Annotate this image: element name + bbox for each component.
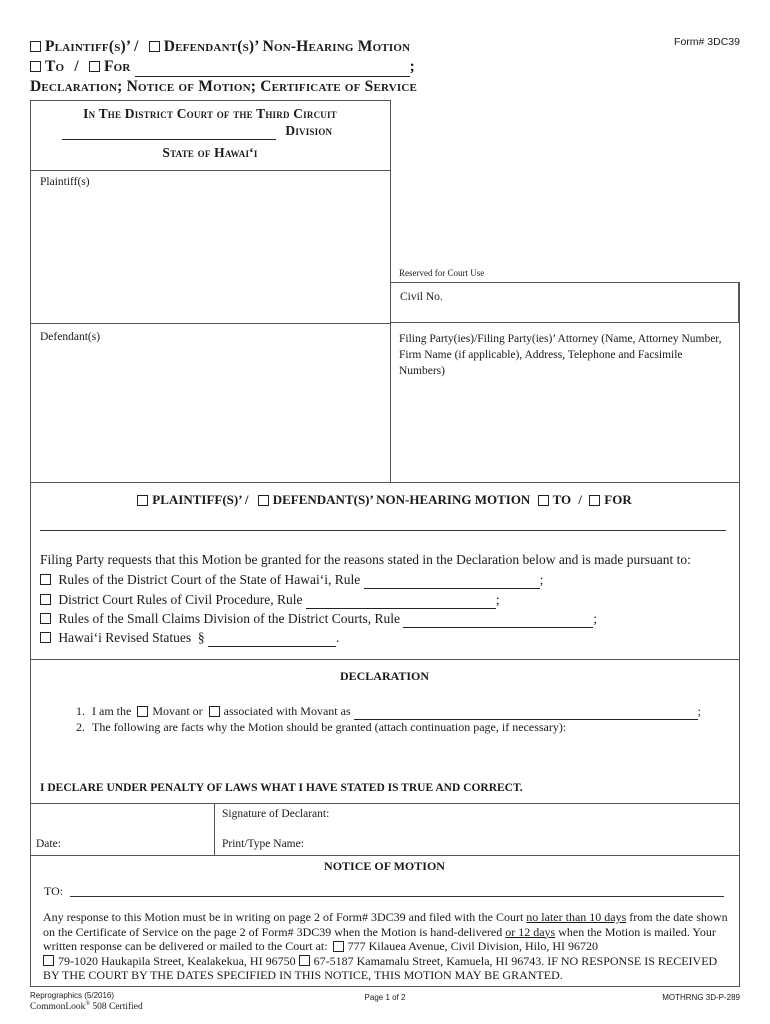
state-name: State of Hawaiʻi xyxy=(162,145,258,160)
district-court-rule-field[interactable] xyxy=(364,572,540,589)
plaintiffs-label: Plaintiff(s)’ / xyxy=(45,38,139,55)
civil-procedure-checkbox[interactable] xyxy=(40,594,51,605)
plaintiffs-checkbox[interactable] xyxy=(30,41,41,52)
motion-to-checkbox[interactable] xyxy=(538,495,549,506)
division-line: Division xyxy=(62,123,332,140)
form-number: Form# 3DC39 xyxy=(674,36,740,48)
association-field[interactable] xyxy=(354,704,698,720)
date-label: Date: xyxy=(36,838,61,850)
signature-label: Signature of Declarant: xyxy=(222,808,330,820)
declaration-item-1: 1. I am the Movant or associated with Movant as ; xyxy=(76,704,701,718)
filing-party-label: Filing Party(ies)/Filing Party(ies)’ Attorney (Name, Attorney Number, Firm Name (if applicable), Address, Telephone and Facsimile Numbers) xyxy=(399,333,722,377)
associated-checkbox[interactable] xyxy=(209,706,220,717)
small-claims-checkbox[interactable] xyxy=(40,613,51,624)
form-title-line2: To / For ; xyxy=(30,58,415,77)
form-title-line3: Declaration; Notice of Motion; Certificate of Service xyxy=(30,78,418,95)
option-row: Rules of the Small Claims Division of the District Courts, Rule ; xyxy=(40,611,597,628)
court-name: In The District Court of the Third Circuit xyxy=(83,106,337,121)
option-row: Rules of the District Court of the State of Hawaiʻi, Rule ; xyxy=(40,572,543,589)
reprographics-date: Reprographics (5/2016) xyxy=(30,991,115,1000)
defendants-label: Defendant(s)’ Non-Hearing Motion xyxy=(163,38,411,55)
hrs-section-field[interactable] xyxy=(208,630,336,647)
defendants-field-label: Defendant(s) xyxy=(40,331,101,343)
district-court-rules-checkbox[interactable] xyxy=(40,574,51,585)
division-field[interactable] xyxy=(62,123,276,140)
hrs-checkbox[interactable] xyxy=(40,632,51,643)
motion-for-line[interactable] xyxy=(40,530,726,531)
kamuela-checkbox[interactable] xyxy=(299,955,310,966)
civil-procedure-rule-field[interactable] xyxy=(306,592,496,609)
notice-to-label: TO: xyxy=(44,884,64,898)
notice-title: NOTICE OF MOTION xyxy=(324,859,445,873)
reserved-label: Reserved for Court Use xyxy=(399,268,485,278)
motion-for-checkbox[interactable] xyxy=(589,495,600,506)
option-row: Hawaiʻi Revised Statues § . xyxy=(40,630,339,647)
request-intro: Filing Party requests that this Motion be granted for the reasons stated in the Declaration below and is made pursuant to: xyxy=(40,552,691,567)
notice-paragraph: Any response to this Motion must be in writing on page 2 of Form# 3DC39 and filed with the Court no later than 10 days from the date shown on the Certificate of Service on the page 2 of Form# 3DC39 when the Motion is hand-delivered or 12 days when the Motion is mailed. Your written response can be delivered or mailed to the Court at: 777 Kilauea Avenue, Civil Division, Hilo, HI 96720 79-1020 Haukapila Street, Kealakekua, HI 96750 67-5187 Kamamalu Street, Kamuela, HI 96743. IF NO RESPONSE IS RECEIVED BY THE COURT BY THE DATES SPECIFIED IN THIS NOTICE, THIS MOTION MAY BE GRANTED. xyxy=(43,910,728,982)
declaration-title: DECLARATION xyxy=(339,669,430,683)
motion-for-field[interactable] xyxy=(135,58,410,77)
hilo-checkbox[interactable] xyxy=(333,941,344,952)
commonlook-certification: CommonLook® 508 Certified xyxy=(30,1001,143,1013)
kealakekua-checkbox[interactable] xyxy=(43,955,54,966)
motion-title: PLAINTIFF(S)’ / DEFENDANT(S)’ NON-HEARING MOTION TO / FOR xyxy=(30,492,739,508)
to-checkbox[interactable] xyxy=(30,61,41,72)
movant-checkbox[interactable] xyxy=(137,706,148,717)
penalty-statement: I DECLARE UNDER PENALTY OF LAWS WHAT I HAVE STATED IS TRUE AND CORRECT. xyxy=(40,782,523,794)
small-claims-rule-field[interactable] xyxy=(403,611,593,628)
defendants-checkbox[interactable] xyxy=(149,41,160,52)
form-title-line1 xyxy=(30,38,410,56)
declaration-item-2: 2. The following are facts why the Motion should be granted (attach continuation page, if necessary): xyxy=(76,720,567,734)
option-row: District Court Rules of Civil Procedure, Rule ; xyxy=(40,592,500,609)
print-name-label: Print/Type Name: xyxy=(222,838,304,850)
for-checkbox[interactable] xyxy=(89,61,100,72)
plaintiffs-field-label: Plaintiff(s) xyxy=(40,176,90,188)
civil-no-label: Civil No. xyxy=(400,291,443,303)
motion-defendants-checkbox[interactable] xyxy=(258,495,269,506)
motion-plaintiffs-checkbox[interactable] xyxy=(137,495,148,506)
civil-no-box[interactable] xyxy=(390,282,739,323)
form-code: MOTHRNG 3D-P-289 xyxy=(662,993,740,1002)
notice-to-field[interactable] xyxy=(70,896,724,897)
page-number: Page 1 of 2 xyxy=(364,993,406,1002)
